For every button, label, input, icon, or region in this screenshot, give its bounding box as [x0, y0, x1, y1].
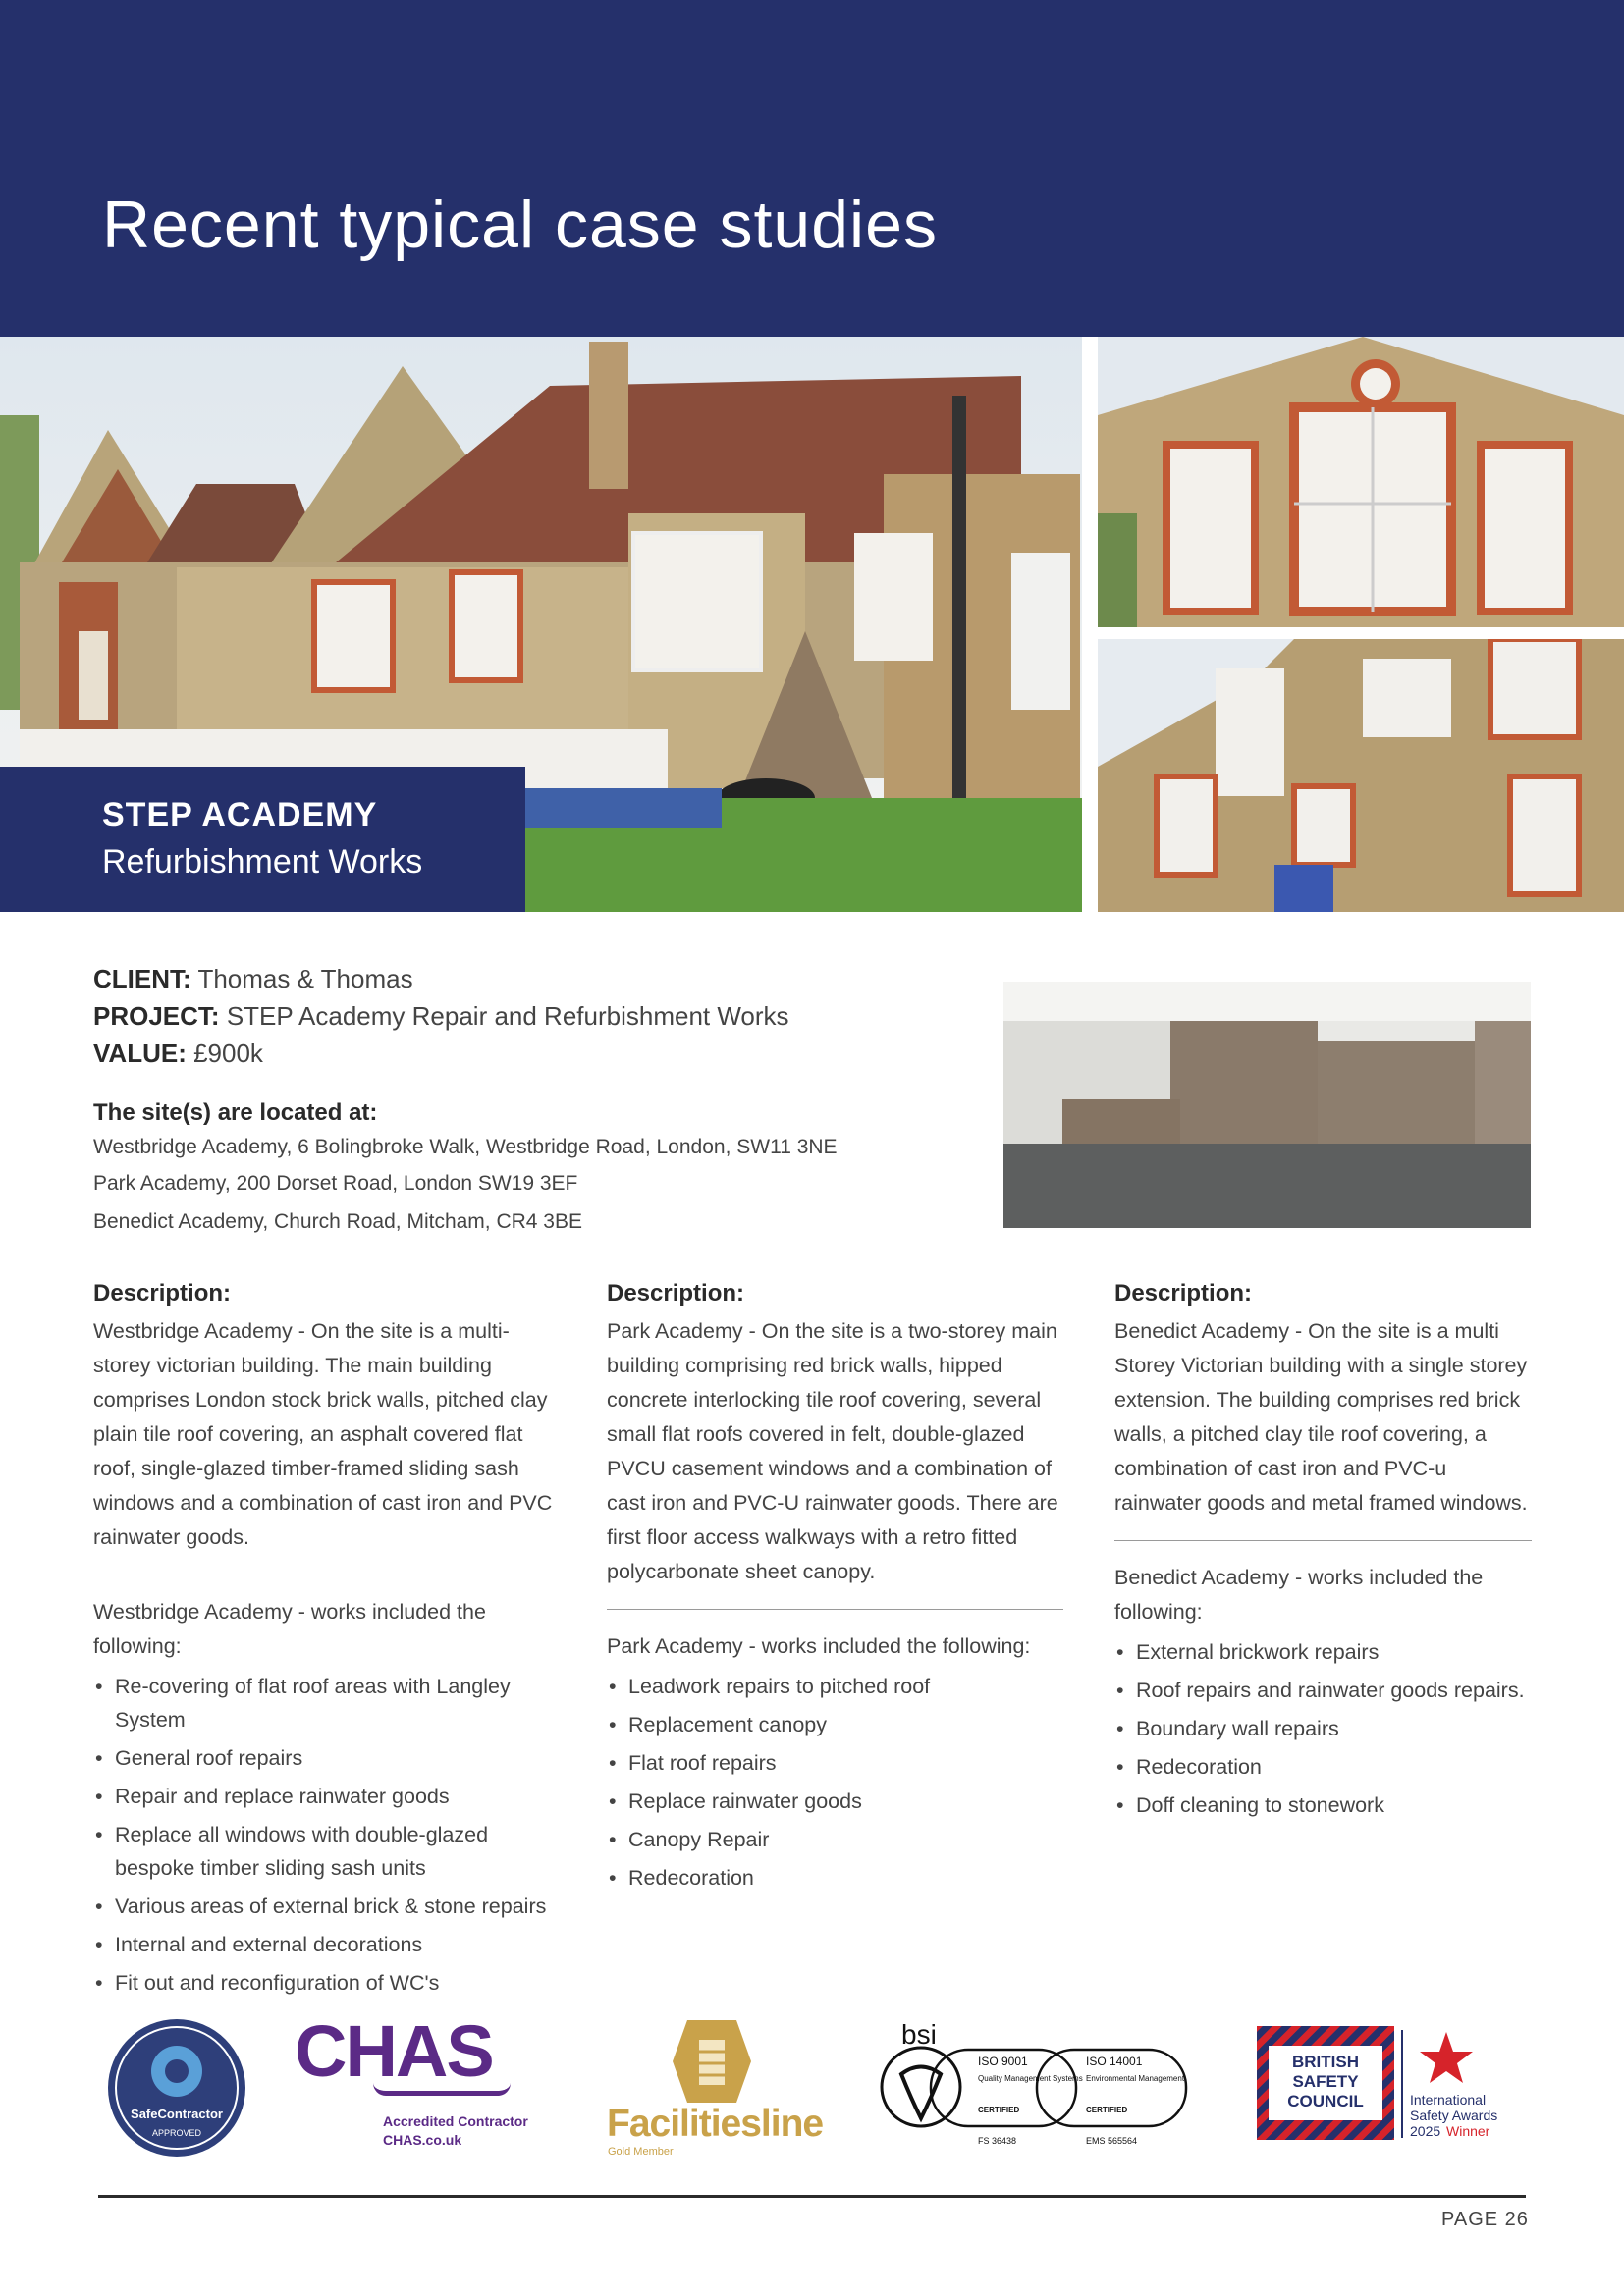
iso1-cert: CERTIFIED: [978, 2106, 1020, 2114]
header-band: [0, 0, 1624, 337]
caption-box: [0, 767, 525, 912]
list-item: • Roof repairs and rainwater goods repairs.: [1114, 1674, 1532, 1707]
facilitiesline-tag: Gold Member: [608, 2146, 674, 2158]
sites-heading: The site(s) are located at:: [93, 1099, 378, 1126]
footer-rule: [98, 2195, 1526, 2198]
bsc-star-icon: [1420, 2032, 1473, 2083]
iso2-number: EMS 565564: [1086, 2136, 1138, 2146]
caption-subtitle: Refurbishment Works: [102, 843, 423, 881]
bsc-line1: BRITISH: [1292, 2053, 1359, 2071]
list-item: • Internal and external decorations: [93, 1928, 565, 1961]
client-value: Thomas & Thomas: [197, 964, 413, 993]
works-intro: Westbridge Academy - works included the following:: [93, 1600, 486, 1658]
list-item: • Boundary wall repairs: [1114, 1712, 1532, 1745]
value-value: £900k: [193, 1039, 263, 1068]
bsc-line2: SAFETY: [1292, 2072, 1359, 2091]
list-item: • Repair and replace rainwater goods: [93, 1780, 565, 1813]
list-item: • Replacement canopy: [607, 1708, 1063, 1741]
facilitiesline-wordmark: Facilitiesline: [607, 2103, 824, 2145]
iso1-number: FS 36438: [978, 2136, 1017, 2146]
site-address: Park Academy, 200 Dorset Road, London SW19 3EF: [93, 1172, 578, 1195]
safecontractor-badge-icon: [106, 2017, 248, 2160]
facilitiesline-logo: [604, 2012, 824, 2160]
value-label: VALUE:: [93, 1039, 187, 1068]
iso2-cert: CERTIFIED: [1086, 2106, 1128, 2114]
washroom-photo: [1003, 982, 1531, 1228]
bsi-brand: bsi: [901, 2020, 937, 2050]
column-benedict: [1114, 1276, 1532, 1827]
client-label: CLIENT:: [93, 964, 191, 993]
works-intro: Park Academy - works included the following:: [607, 1634, 1031, 1658]
caption-title: STEP ACADEMY: [102, 796, 378, 833]
client-line: [93, 964, 413, 994]
award-line1: International: [1410, 2092, 1487, 2108]
page-title: Recent typical case studies: [102, 187, 938, 262]
list-item: • Redecoration: [1114, 1750, 1532, 1784]
description-heading: Description:: [1114, 1280, 1253, 1307]
brick-facade-photo: [1098, 639, 1624, 912]
iso1-desc: Quality Management Systems: [978, 2074, 1083, 2083]
description-heading: Description:: [607, 1280, 745, 1307]
description-text: Benedict Academy - On the site is a multi Storey Victorian building with a single storey extension. The building comprises red brick walls, a pitched clay tile roof covering, a combination of cast iron and PVC-u rainwater goods and metal framed windows.: [1114, 1319, 1528, 1515]
works-intro: Benedict Academy - works included the following:: [1114, 1566, 1484, 1624]
value-line: [93, 1039, 263, 1069]
chas-logo: [295, 2012, 540, 2160]
chas-line2: CHAS.co.uk: [383, 2132, 462, 2148]
list-item: • External brickwork repairs: [1114, 1635, 1532, 1669]
facilitiesline-building-icon: [604, 2012, 820, 2110]
safecontractor-tag: APPROVED: [151, 2128, 202, 2138]
column-park: [607, 1276, 1063, 1899]
safecontractor-name: SafeContractor: [131, 2107, 223, 2121]
british-safety-council-logo: [1255, 2024, 1525, 2144]
project-value: STEP Academy Repair and Refurbishment Works: [226, 1001, 789, 1031]
award-winner: Winner: [1446, 2123, 1490, 2139]
list-item: • Replace all windows with double-glazed bespoke timber sliding sash units: [93, 1818, 565, 1885]
site-address: Westbridge Academy, 6 Bolingbroke Walk, Westbridge Road, London, SW11 3NE: [93, 1136, 838, 1158]
gable-window-photo: [1098, 337, 1624, 627]
iso1-title: ISO 9001: [978, 2055, 1028, 2068]
divider: [607, 1609, 1063, 1610]
award-year: 2025: [1410, 2123, 1441, 2139]
list-item: • General roof repairs: [93, 1741, 565, 1775]
iso2-desc: Environmental Management: [1086, 2074, 1185, 2083]
description-text: Park Academy - On the site is a two-storey main building comprising red brick walls, hipped concrete interlocking tile roof covering, several small flat roofs covered in felt, double-glazed PVCU casement windows and a combination of cast iron and PVC-U rainwater goods. There are first floor access walkways with a retro fitted polycarbonate sheet canopy.: [607, 1319, 1058, 1583]
safecontractor-logo: [106, 2017, 248, 2160]
chas-wordmark: CHAS: [295, 2010, 493, 2092]
list-item: • Canopy Repair: [607, 1823, 1063, 1856]
works-list: [607, 1670, 1063, 1895]
description-heading: Description:: [93, 1280, 232, 1307]
list-item: • Replace rainwater goods: [607, 1785, 1063, 1818]
project-label: PROJECT:: [93, 1001, 220, 1031]
site-address: Benedict Academy, Church Road, Mitcham, CR4 3BE: [93, 1210, 583, 1233]
chas-line1: Accredited Contractor: [383, 2113, 528, 2129]
works-list: [93, 1670, 565, 2000]
column-westbridge: [93, 1276, 565, 2004]
project-line: [93, 1001, 789, 1032]
list-item: • Re-covering of flat roof areas with Langley System: [93, 1670, 565, 1736]
bsc-line3: COUNCIL: [1287, 2092, 1364, 2110]
list-item: • Redecoration: [607, 1861, 1063, 1895]
list-item: • Fit out and reconfiguration of WC's: [93, 1966, 565, 2000]
list-item: • Flat roof repairs: [607, 1746, 1063, 1780]
list-item: • Doff cleaning to stonework: [1114, 1789, 1532, 1822]
bsi-kitemark-icon: [901, 2067, 941, 2119]
description-text: Westbridge Academy - On the site is a multi-storey victorian building. The main building comprises London stock brick walls, pitched clay plain tile roof covering, an asphalt covered flat roof, single-glazed timber-framed sliding sash windows and a combination of cast iron and PVC rainwater goods.: [93, 1319, 553, 1549]
chas-swoosh: [373, 2083, 511, 2096]
iso2-title: ISO 14001: [1086, 2055, 1143, 2068]
bsi-logo: [872, 2020, 1201, 2150]
divider: [1114, 1540, 1532, 1541]
award-line2: Safety Awards: [1410, 2108, 1498, 2123]
list-item: • Various areas of external brick & stone repairs: [93, 1890, 565, 1923]
list-item: • Leadwork repairs to pitched roof: [607, 1670, 1063, 1703]
works-list: [1114, 1635, 1532, 1822]
page-number: PAGE 26: [1441, 2209, 1529, 2230]
